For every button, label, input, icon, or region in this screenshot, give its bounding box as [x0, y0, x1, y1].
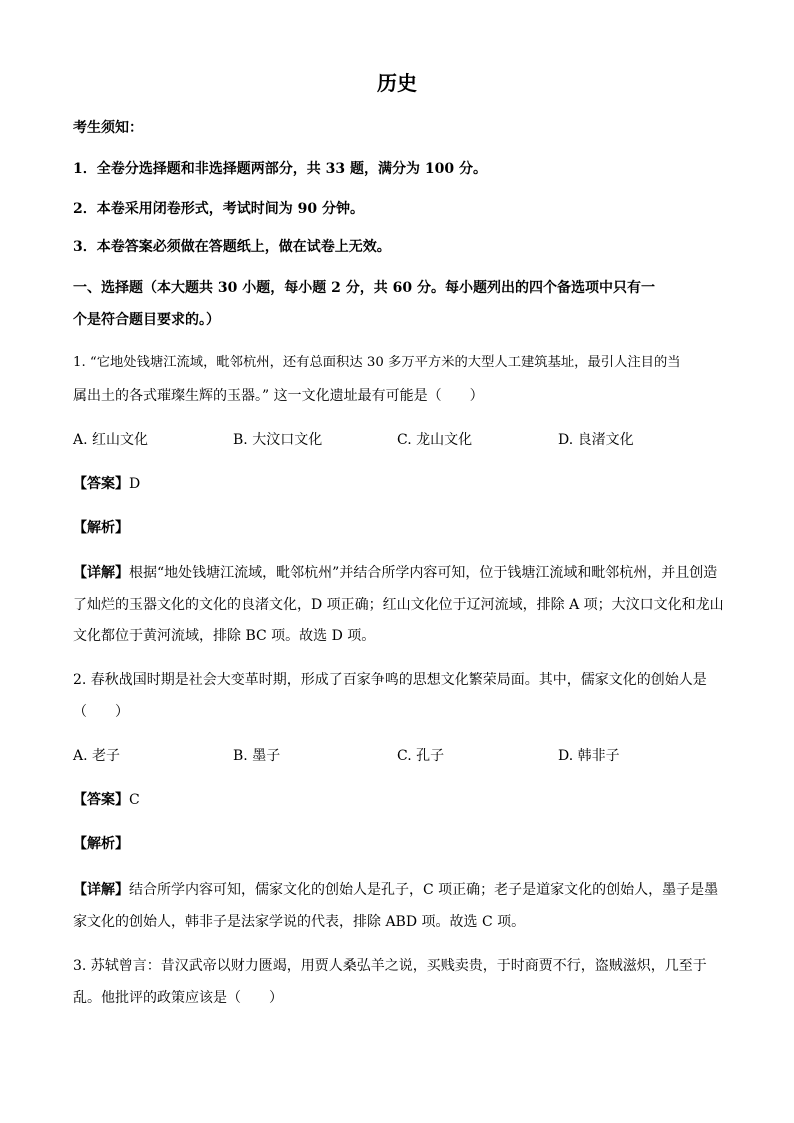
question-1-option-c: C. 龙山文化 [397, 432, 473, 448]
question-1-answer [73, 474, 140, 494]
page-title: 历史 [377, 71, 417, 95]
question-2-answer [73, 790, 140, 810]
answer-tag: 【答案】 [73, 476, 129, 492]
question-1-detail-line-2: 了灿烂的玉器文化的文化的良渚文化，D 项正确；红山文化位于辽河流域，排除 A 项；大汶口文化和龙山 [73, 597, 724, 613]
notice-item-2: 2．本卷采用闭卷形式，考试时间为 90 分钟。 [73, 201, 364, 217]
question-3-stem-line-2: 乱。他批评的政策应该是（ ） [73, 990, 283, 1006]
notice-item-3: 3．本卷答案必须做在答题纸上，做在试卷上无效。 [73, 239, 391, 255]
question-1-detail-line-1 [73, 563, 717, 583]
notice-heading: 考生须知： [73, 120, 143, 136]
section-heading-line-1: 一、选择题（本大题共 30 小题，每小题 2 分，共 60 分。每小题列出的四个备选项中只有一 [73, 280, 655, 296]
question-2-option-b: B. 墨子 [233, 748, 281, 764]
detail-text: 根据“地处钱塘江流域，毗邻杭州”并结合所学内容可知，位于钱塘江流域和毗邻杭州，并且创造 [129, 565, 718, 581]
section-heading-line-2: 个是符合题目要求的。） [73, 312, 220, 328]
answer-value: D [129, 476, 141, 492]
question-2-detail-line-2: 家文化的创始人，韩非子是法家学说的代表，排除 ABD 项。故选 C 项。 [73, 914, 526, 930]
detail-text: 结合所学内容可知，儒家文化的创始人是孔子，C 项正确；老子是道家文化的创始人，墨子是墨 [129, 882, 719, 898]
question-1-stem-line-1: 1. “它地处钱塘江流域，毗邻杭州，还有总面积达 30 多万平方米的大型人工建筑基址，最引人注目的当 [73, 355, 681, 370]
answer-tag: 【答案】 [73, 792, 129, 808]
answer-value: C [129, 792, 140, 808]
question-1-option-a: A. 红山文化 [73, 432, 149, 448]
question-2-detail-line-1 [73, 880, 718, 900]
question-1-detail-line-3: 文化都位于黄河流域，排除 BC 项。故选 D 项。 [73, 628, 376, 644]
detail-tag: 【详解】 [73, 882, 129, 898]
question-2-option-a: A. 老子 [73, 748, 121, 764]
question-2-stem-line-1: 2. 春秋战国时期是社会大变革时期，形成了百家争鸣的思想文化繁荣局面。其中，儒家文化的创始人是 [73, 672, 707, 688]
question-3-stem-line-1: 3. 苏轼曾言：昔汉武帝以财力匮竭，用贾人桑弘羊之说，买贱卖贵，于时商贾不行，盗贼滋炽，几至于 [73, 958, 707, 974]
question-2-stem-line-2: （ ） [73, 704, 129, 720]
question-1-analysis-tag: 【解析】 [73, 520, 129, 536]
notice-item-1: 1．全卷分选择题和非选择题两部分，共 33 题，满分为 100 分。 [73, 161, 487, 177]
question-2-option-d: D. 韩非子 [558, 748, 620, 764]
question-1-option-d: D. 良渚文化 [558, 432, 634, 448]
question-2-analysis-tag: 【解析】 [73, 836, 129, 852]
question-1-option-b: B. 大汶口文化 [233, 432, 323, 448]
question-1-stem-line-2: 属出土的各式璀璨生辉的玉器。” 这一文化遗址最有可能是（ ） [73, 388, 484, 404]
question-2-option-c: C. 孔子 [397, 748, 445, 764]
detail-tag: 【详解】 [73, 565, 129, 581]
